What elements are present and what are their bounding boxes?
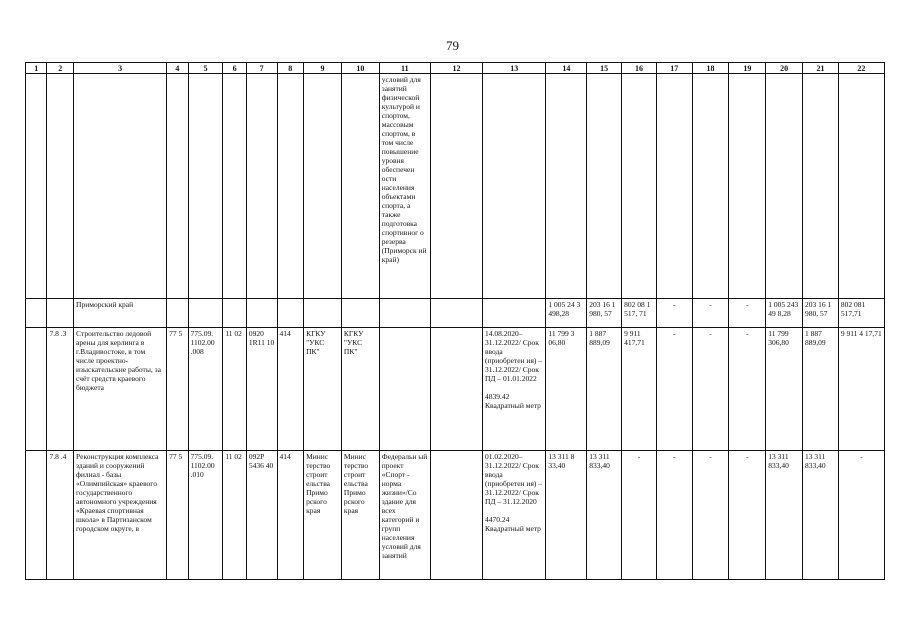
cell: 13 311 833,40	[766, 451, 803, 580]
cell: КГКУ "УКС ПК"	[304, 328, 342, 451]
cell: Федеральн ый проект «Спорт - норма жизни»/Со здание для всех категорий и групп населения условий для занятий	[379, 451, 430, 580]
header-cell: 16	[622, 63, 657, 74]
cell: Реконструкция комплекса зданий и сооружений филиал - базы «Олимпийская» краевого государственного автономного учреждения «Краевая спортивная школа» в Партизанском городском округе, в	[74, 451, 167, 580]
cell: -	[729, 299, 766, 328]
data-table	[25, 62, 885, 580]
cell: -	[692, 451, 729, 580]
cell: условий для занятий физической культурой и спортом, массовым спортом, в том числе повышение уровня обеспечен ости населения объектами спорта, а также подготовка спортивног о резерва (Приморск ий край)	[379, 74, 430, 299]
cell: 9 911 4 17,71	[838, 328, 884, 451]
cell: 775.09. 1102.00 .008	[188, 328, 223, 451]
cell: -	[692, 328, 729, 451]
header-cell: 18	[692, 63, 729, 74]
header-cell: 13	[483, 63, 546, 74]
page-number: 79	[446, 38, 459, 53]
header-cell: 4	[167, 63, 188, 74]
header-cell: 8	[277, 63, 304, 74]
header-cell: 10	[341, 63, 379, 74]
cell: 414	[277, 328, 304, 451]
table-row	[26, 451, 885, 580]
cell: 203 16 1 980, 57	[803, 299, 839, 328]
cell: Строительство ледовой арены для керлинга в г.Владивостоке, в том числе проектно- изыскательские работы, за счёт средств краевого бюджета	[74, 328, 167, 451]
cell: 11 799 306,80	[766, 328, 803, 451]
cell: 13 311 8 33,40	[546, 451, 587, 580]
cell: 775.09. 1102.00 .010	[188, 451, 223, 580]
cell	[74, 74, 167, 299]
header-cell: 11	[379, 63, 430, 74]
cell-dates: 14.08.2020– 31.12.2022/ Срок ввода (приобретен ия) – 31.12.2022/ Срок ПД – 01.01.2022	[485, 329, 543, 383]
cell: 9 911 417,71	[622, 328, 657, 451]
cell: -	[838, 451, 884, 580]
cell: 11 799 3 06,80	[546, 328, 587, 451]
header-cell: 5	[188, 63, 223, 74]
cell: 1 005 243 49 8,28	[766, 299, 803, 328]
cell: 802 081 517,71	[838, 299, 884, 328]
cell	[483, 451, 546, 580]
cell-area: 4839.42 Квадратный метр	[485, 392, 541, 410]
cell: 11 02	[223, 451, 247, 580]
cell: 1 005 24 3 498,28	[546, 299, 587, 328]
header-cell: 22	[838, 63, 884, 74]
cell-area: 4470.24 Квадратный метр	[485, 515, 541, 533]
table-row	[26, 299, 885, 328]
cell: 13 311 833,40	[587, 451, 622, 580]
cell: 203 16 1 980, 57	[587, 299, 622, 328]
header-cell: 7	[246, 63, 277, 74]
cell: -	[729, 451, 766, 580]
cell: 414	[277, 451, 304, 580]
header-cell: 2	[47, 63, 74, 74]
cell: -	[656, 328, 692, 451]
cell: 77 5	[167, 328, 188, 451]
header-cell: 19	[729, 63, 766, 74]
cell: 11 02	[223, 328, 247, 451]
header-cell: 20	[766, 63, 803, 74]
header-cell: 15	[587, 63, 622, 74]
header-cell: 17	[656, 63, 692, 74]
header-cell: 12	[430, 63, 482, 74]
cell-dates: 01.02.2020– 31.12.2022/ Срок ввода (приобретен ия) – 31.12.2022/ Срок ПД – 31.12.2020	[485, 452, 543, 506]
cell: 092P 5436 40	[246, 451, 277, 580]
cell	[483, 328, 546, 451]
cell: Приморский край	[74, 299, 167, 328]
table-row	[26, 328, 885, 451]
header-cell: 9	[304, 63, 342, 74]
cell: -	[656, 451, 692, 580]
cell: 13 311 833,40	[803, 451, 839, 580]
cell: 802 08 1 517, 71	[622, 299, 657, 328]
header-cell: 3	[74, 63, 167, 74]
cell: 77 5	[167, 451, 188, 580]
header-row	[26, 63, 885, 74]
cell: -	[622, 451, 657, 580]
header-cell: 6	[223, 63, 247, 74]
cell: 7.8 .4	[47, 451, 74, 580]
cell: 0920 1R11 10	[246, 328, 277, 451]
header-cell: 1	[26, 63, 47, 74]
cell: 1 887 889,09	[587, 328, 622, 451]
header-cell: 21	[803, 63, 839, 74]
cell: Минис терство строит ельства Примо рского края	[341, 451, 379, 580]
header-cell: 14	[546, 63, 587, 74]
cell: -	[692, 299, 729, 328]
table-row	[26, 74, 885, 299]
cell: КГКУ "УКС ПК"	[341, 328, 379, 451]
cell: -	[656, 299, 692, 328]
cell: -	[729, 328, 766, 451]
cell: 7.8 .3	[47, 328, 74, 451]
cell: Минис терство строит ельства Примо рского края	[304, 451, 342, 580]
cell: 1 887 889,09	[803, 328, 839, 451]
